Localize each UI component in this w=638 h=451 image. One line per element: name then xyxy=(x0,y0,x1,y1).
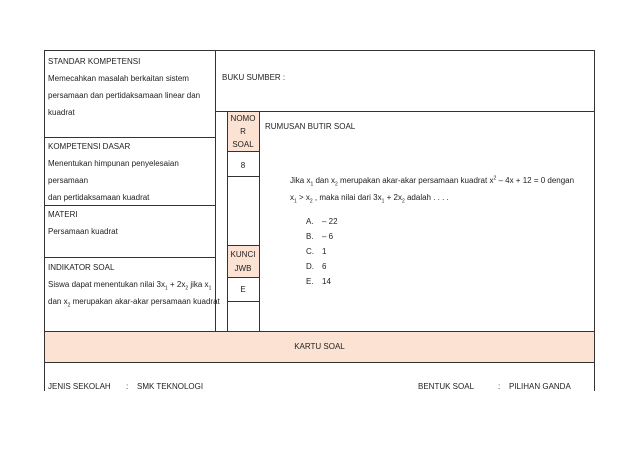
kompetensi-dasar-heading: KOMPETENSI DASAR xyxy=(48,142,131,151)
buku-sumber-label: BUKU SUMBER : xyxy=(222,73,286,82)
kunci-jwb-header xyxy=(227,246,259,276)
kompetensi-dasar-line-2: dan pertidaksamaan kuadrat xyxy=(48,193,150,202)
answer-option-c: C. 1 xyxy=(306,247,327,256)
divider-mid-right xyxy=(259,111,260,331)
indikator-soal-cell xyxy=(48,259,218,310)
standar-kompetensi-line-2: persamaan dan pertidaksamaan linear dan xyxy=(48,91,201,100)
nomor-soal-header-line-2: R xyxy=(240,127,246,136)
border-footer xyxy=(44,362,595,363)
standar-kompetensi-cell xyxy=(48,53,213,121)
answer-options-list xyxy=(306,214,338,289)
answer-option-b: B. – 6 xyxy=(306,232,334,241)
jenis-sekolah-label: JENIS SEKOLAH xyxy=(48,382,111,391)
kompetensi-dasar-cell xyxy=(48,138,213,206)
kompetensi-dasar-line-1: Menentukan himpunan penyelesaian persamaan xyxy=(48,159,179,185)
materi-cell xyxy=(48,206,213,240)
answer-option-d: D. 6 xyxy=(306,262,327,271)
indikator-soal-line-2: dan $x_2$ merupakan akar-akar persamaan kuadrat xyxy=(48,297,220,309)
jenis-sekolah-separator: : xyxy=(126,382,129,391)
question-line-1: Jika $x_1$ dan $x_2$ merupakan akar-akar persamaan kuadrat $x^2 - 4x + 12 = 0$ dengan xyxy=(290,175,575,188)
divider-kunci-header xyxy=(227,277,259,278)
kartu-soal-title: KARTU SOAL xyxy=(294,342,345,351)
divider-materi-indikator xyxy=(44,257,215,258)
nomor-soal-header-line-3: SOAL xyxy=(232,140,254,149)
nomor-soal-value: 8 xyxy=(240,161,246,170)
divider-nomor-header xyxy=(227,151,259,152)
divider-nomor-value xyxy=(227,176,259,177)
bentuk-soal-value: PILIHAN GANDA xyxy=(509,382,571,391)
materi-heading: MATERI xyxy=(48,210,78,219)
kunci-jwb-value: E xyxy=(240,285,246,294)
answer-option-e: E. 14 xyxy=(306,277,331,286)
bentuk-soal-separator: : xyxy=(498,382,501,391)
standar-kompetensi-heading: STANDAR KOMPETENSI xyxy=(48,57,141,66)
rumusan-butir-soal-label: RUMUSAN BUTIR SOAL xyxy=(265,122,356,131)
standar-kompetensi-line-3: kuadrat xyxy=(48,108,75,117)
divider-kartu-top xyxy=(44,331,595,332)
divider-buku-sumber xyxy=(215,111,595,112)
question-line-2: $x_1 > x_2$ , maka nilai dari $3x_1 + 2x_2$ adalah . . . . xyxy=(290,193,449,205)
kunci-jwb-header-line-1: KUNCI xyxy=(230,250,256,259)
materi-line-1: Persamaan kuadrat xyxy=(48,227,118,236)
bentuk-soal-label: BENTUK SOAL xyxy=(418,382,475,391)
indikator-soal-heading: INDIKATOR SOAL xyxy=(48,263,115,272)
answer-option-a: A. – 22 xyxy=(306,217,338,226)
jenis-sekolah-value: SMK TEKNOLOGI xyxy=(137,382,204,391)
nomor-soal-header-line-1: NOMO xyxy=(230,114,256,123)
divider-kunci-value xyxy=(227,301,259,302)
nomor-soal-header xyxy=(227,111,259,151)
border-top xyxy=(44,50,595,51)
standar-kompetensi-line-1: Memecahkan masalah berkaitan sistem xyxy=(48,74,189,83)
kunci-jwb-header-line-2: JWB xyxy=(234,264,252,273)
indikator-soal-line-1: Siswa dapat menentukan nilai $3x_1 + 2x_2$ jika $x_1$ xyxy=(48,280,212,292)
